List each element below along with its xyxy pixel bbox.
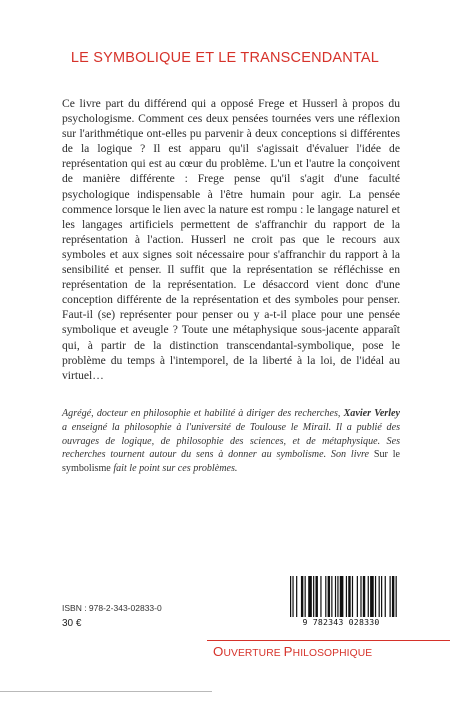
isbn: ISBN : 978-2-343-02833-0 xyxy=(62,603,162,613)
barcode-bars-icon xyxy=(290,576,398,617)
barcode-number: 9 782343 028330 xyxy=(302,617,380,627)
price: 30 € xyxy=(62,618,82,629)
author-name: Xavier Verley xyxy=(343,408,400,419)
collection-word2-rest: HILOSOPHIQUE xyxy=(292,648,373,659)
collection-word2-initial: P xyxy=(283,644,293,659)
barcode xyxy=(282,576,400,628)
collection-word1-initial: O xyxy=(213,644,224,659)
author-bio-intro: Agrégé, docteur en philosophie et habilité à diriger des recherches, xyxy=(62,408,344,419)
author-bio-body: a enseigné la philosophie à l'université de Toulouse le Mirail. Il a publié des ouvrages de logique, de philosophie des sciences, et de métaphysique. Ses recherches tournent autour du sens à donner au symbolisme. Son livre xyxy=(62,421,400,461)
related-book-title: Sur le symbolisme xyxy=(62,449,400,475)
collection-name xyxy=(213,644,372,659)
back-cover-summary: Ce livre part du différend qui a opposé Frege et Husserl à propos du psychologisme. Comment ces deux pensées tournées vers une réflexion sur l'arithmétique ont-elles pu parvenir à deux conceptions si différentes de la logique ? Il est apparu qu'il s'agissait d'évaluer l'idée de représentation qui est au cœur du problème. L'un et l'autre la conçoivent de manière différente : Frege pense qu'il s'agit d'une faculté psychologique indispensable à l'être humain pour agir. La pensée commence lorsque le lien avec la nature est rompu : le langage naturel et les langages artificiels permettent de s'affranchir du rapport de la représentation à l'action. Husserl ne croit pas que le recours aux symboles et aux signes soit nécessaire pour s'affranchir du rapport à la sensibilité et penser. Il suffit que la représentation se réfléchisse en représentation de la représentation. Le désaccord vient donc d'une conception différente de la représentation et des symboles pour penser. Faut-il (se) représenter pour penser ou y a-t-il place pour une pensée symbolique et aveugle ? Toute une métaphysique sous-jacente apparaît qui, à partir de la distinction transcendantal-symbolique, pose le problème du temps à l'intemporel, de la liberté à la loi, de l'idéal au virtuel… xyxy=(62,97,400,382)
author-bio xyxy=(62,407,400,476)
author-bio-end: fait le point sur ces problèmes. xyxy=(110,463,238,475)
book-title: LE SYMBOLIQUE ET LE TRANSCENDANTAL xyxy=(70,50,380,66)
bottom-divider xyxy=(0,691,212,692)
collection-divider xyxy=(207,640,450,641)
collection-word1-rest: UVERTURE xyxy=(223,648,284,659)
